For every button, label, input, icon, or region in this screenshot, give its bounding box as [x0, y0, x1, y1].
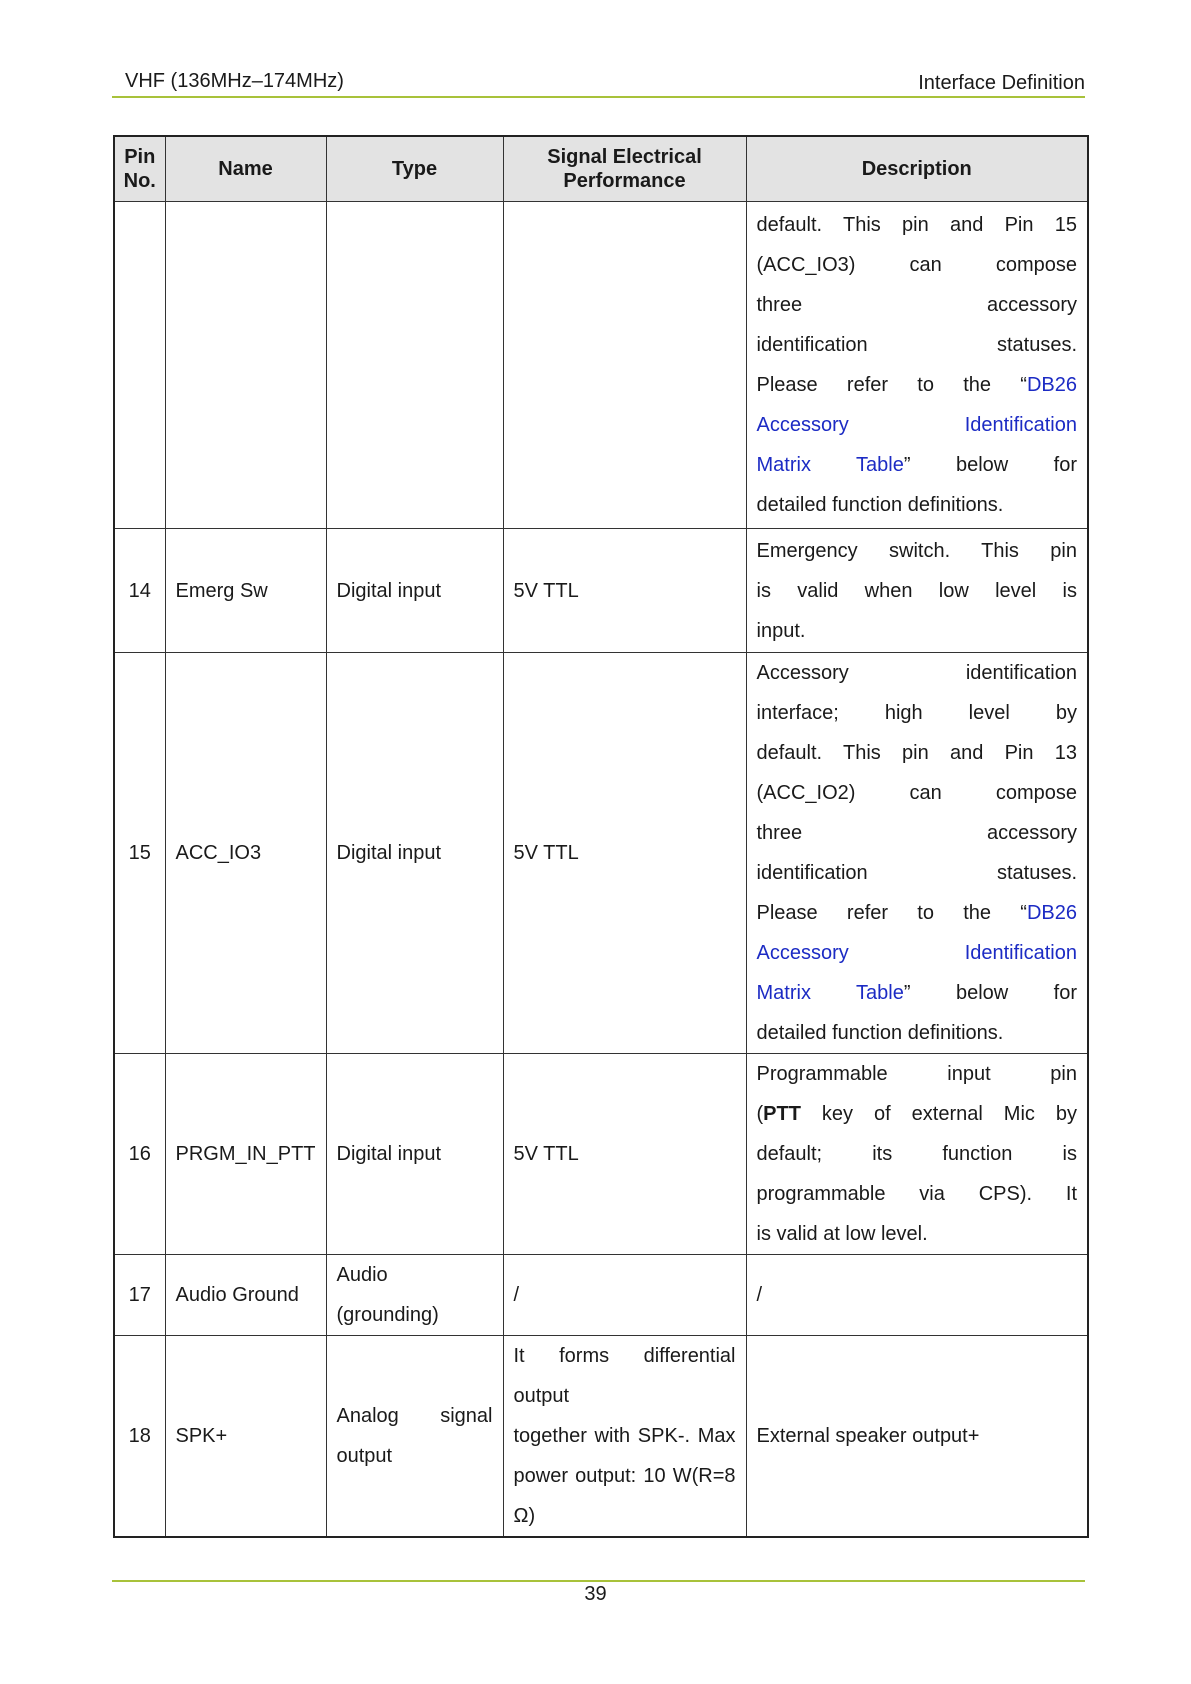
- table-row: [114, 1336, 1088, 1538]
- header-section-title: Interface Definition: [918, 72, 1085, 94]
- cell-name: ACC_IO3: [165, 653, 326, 1054]
- cell-name: SPK+: [165, 1336, 326, 1538]
- cell-type: Digital input: [326, 653, 503, 1054]
- cell-description: Programmable input pin (PTT key of external Mic by default; its function is programmable via CPS). It is valid at low level.: [746, 1054, 1088, 1255]
- db26-link[interactable]: DB26: [1026, 374, 1077, 396]
- col-header-description: Description: [746, 136, 1088, 202]
- cell-signal: 5V TTL: [503, 653, 746, 1054]
- cell-signal: It forms differential output together with SPK-. Max power output: 10 W(R=8 Ω): [503, 1336, 746, 1538]
- cell-pin: [114, 202, 165, 529]
- cell-type: Digital input: [326, 529, 503, 653]
- cell-pin: 18: [114, 1336, 165, 1538]
- header-document-title: VHF (136MHz–174MHz): [125, 70, 344, 92]
- cell-description: Emergency switch. This pin is valid when low level is input.: [746, 529, 1088, 653]
- cell-pin: 14: [114, 529, 165, 653]
- col-header-signal: Signal Electrical Performance: [503, 136, 746, 202]
- cell-pin: 15: [114, 653, 165, 1054]
- col-header-pin: Pin No.: [114, 136, 165, 202]
- accessory-identification-link[interactable]: Accessory Identification: [756, 942, 1077, 964]
- table-row: [114, 529, 1088, 653]
- col-header-name: Name: [165, 136, 326, 202]
- cell-name: PRGM_IN_PTT: [165, 1054, 326, 1255]
- cell-signal: 5V TTL: [503, 1054, 746, 1255]
- ptt-key-label: PTT: [763, 1103, 801, 1125]
- cell-type: Analog signal output: [326, 1336, 503, 1538]
- cell-name: Emerg Sw: [165, 529, 326, 653]
- cell-description: External speaker output+: [746, 1336, 1088, 1538]
- table-row: [114, 653, 1088, 1054]
- cell-signal: /: [503, 1255, 746, 1336]
- cell-pin: 16: [114, 1054, 165, 1255]
- cell-type: Digital input: [326, 1054, 503, 1255]
- cell-description: default. This pin and Pin 15 (ACC_IO3) can compose three accessory identification statuses. Please refer to the “DB26 Accessory Identification Matrix Table” below for detailed function definitions.: [746, 202, 1088, 529]
- cell-signal: 5V TTL: [503, 529, 746, 653]
- accessory-identification-link[interactable]: Accessory Identification: [756, 414, 1077, 436]
- cell-description: /: [746, 1255, 1088, 1336]
- db26-link[interactable]: DB26: [1026, 902, 1077, 924]
- cell-pin: 17: [114, 1255, 165, 1336]
- matrix-table-link[interactable]: Matrix Table: [756, 982, 904, 1004]
- pin-definition-table: [113, 135, 1089, 1538]
- table-header-row: [114, 136, 1088, 202]
- cell-name: [165, 202, 326, 529]
- table-row: [114, 202, 1088, 529]
- cell-signal: [503, 202, 746, 529]
- cell-type: Audio (grounding): [326, 1255, 503, 1336]
- cell-description: Accessory identification interface; high level by default. This pin and Pin 13 (ACC_IO2) can compose three accessory identification statuses. Please refer to the “DB26 Accessory Identification Matrix Table” below for detailed function definitions.: [746, 653, 1088, 1054]
- table-row: [114, 1255, 1088, 1336]
- matrix-table-link[interactable]: Matrix Table: [756, 454, 904, 476]
- table-row: [114, 1054, 1088, 1255]
- col-header-type: Type: [326, 136, 503, 202]
- header-rule: [112, 96, 1085, 98]
- cell-type: [326, 202, 503, 529]
- cell-name: Audio Ground: [165, 1255, 326, 1336]
- page-number: 39: [584, 1583, 607, 1605]
